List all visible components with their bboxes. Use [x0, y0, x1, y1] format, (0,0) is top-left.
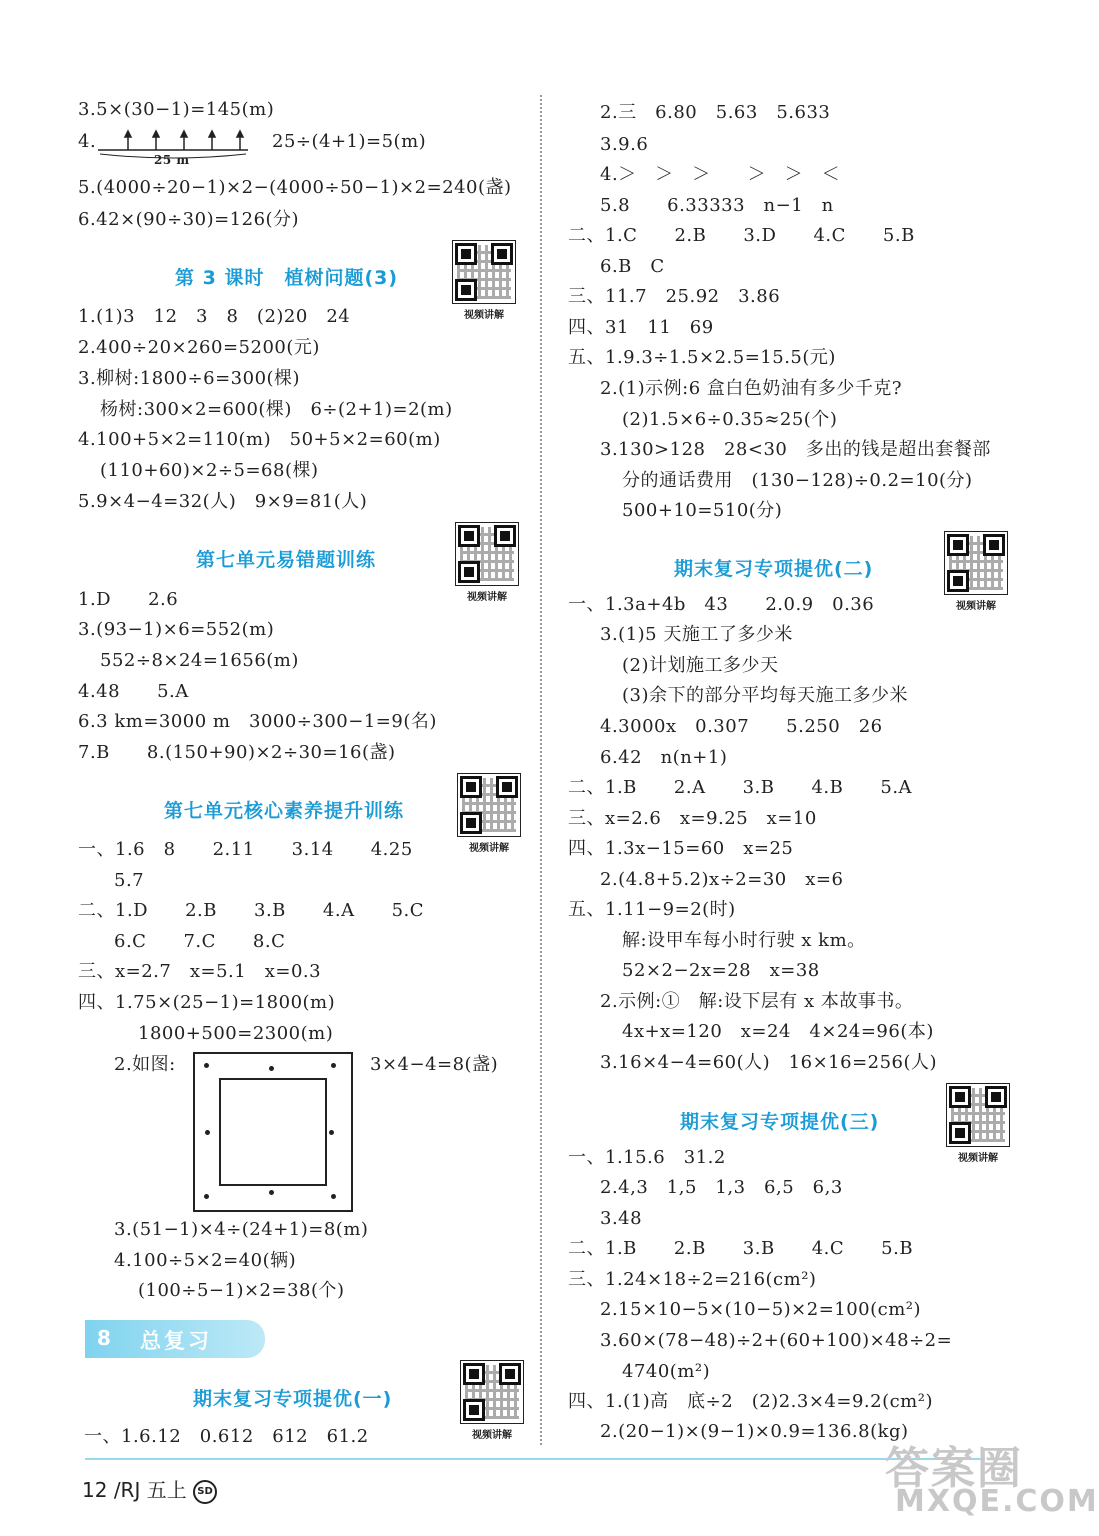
qr-code-icon [944, 531, 1008, 595]
answer-line: 2.如图: [114, 1054, 176, 1075]
tree-dot [269, 1190, 274, 1195]
answer-line: (2)1.5×6÷0.35≈25(个) [622, 409, 838, 430]
answer-line: (2)计划施工多少天 [622, 655, 779, 676]
answer-line: 2.(1)示例:6 盒白色奶油有多少千克? [600, 378, 903, 399]
qr-label: 视频讲解 [469, 843, 509, 854]
tree-dot [331, 1194, 336, 1199]
answer-line: 552÷8×24=1656(m) [100, 650, 299, 671]
qr-code[interactable] [457, 773, 521, 854]
qr-code-icon [452, 240, 516, 304]
answer-line: 5.7 [114, 870, 145, 891]
answer-line: 一、1.15.6 31.2 [568, 1147, 726, 1168]
answer-line: 5.9×4−4=32(人) 9×9=81(人) [78, 491, 368, 512]
tree-dot [329, 1130, 334, 1135]
tree-dot [269, 1066, 274, 1071]
qr-code[interactable] [944, 531, 1008, 612]
answer-line: 4.100÷5×2=40(辆) [114, 1250, 297, 1271]
answer-line: 四、31 11 69 [568, 317, 714, 338]
section-title: 期末复习专项提优(三) [680, 1111, 880, 1133]
qr-code[interactable] [452, 240, 516, 321]
answer-line: 四、1.(1)高 底÷2 (2)2.3×4=9.2(cm²) [568, 1391, 933, 1412]
answer-line: 五、1.11−9=2(时) [568, 899, 736, 920]
answer-line: (3)余下的部分平均每天施工多少米 [622, 685, 908, 706]
answer-line: 3.(1)5 天施工了多少米 [600, 624, 793, 645]
square-tree-diagram [193, 1052, 353, 1212]
answer-line: 6.3 km=3000 m 3000÷300−1=9(名) [78, 711, 437, 732]
answer-line: 一、1.6.12 0.612 612 61.2 [84, 1426, 369, 1447]
answer-number: 4. [78, 131, 97, 152]
answer-line: 5.(4000÷20−1)×2−(4000÷50−1)×2=240(盏) [78, 177, 512, 198]
answer-line: 3.柳树:1800÷6=300(棵) [78, 368, 301, 389]
answer-line: 二、1.B 2.A 3.B 4.B 5.A [568, 777, 913, 798]
watermark-logo: 答案圈 [885, 1443, 1023, 1494]
tree-dot [204, 1194, 209, 1199]
answer-line: 2.示例:① 解:设下层有 x 本故事书。 [600, 991, 914, 1012]
answer-line: 3.5×(30−1)=145(m) [78, 99, 275, 120]
chapter-number: 8 [97, 1326, 111, 1350]
qr-code[interactable] [946, 1083, 1010, 1164]
qr-code[interactable] [455, 522, 519, 603]
qr-label: 视频讲解 [464, 310, 504, 321]
answer-line: 1800+500=2300(m) [138, 1023, 334, 1044]
answer-line: 三、x=2.6 x=9.25 x=10 [568, 808, 817, 829]
answer-line: 2.400÷20×260=5200(元) [78, 337, 320, 358]
answer-line: 一、1.6 8 2.11 3.14 4.25 [78, 839, 413, 860]
answer-line: 3.130>128 28<30 多出的钱是超出套餐部 [600, 439, 991, 460]
answer-line: 2.4,3 1,5 1,3 6,5 6,3 [600, 1177, 843, 1198]
answer-line: 7.B 8.(150+90)×2÷30=16(盏) [78, 742, 396, 763]
tree-dot [204, 1063, 209, 1068]
answer-line: 4.100+5×2=110(m) 50+5×2=60(m) [78, 429, 441, 450]
answer-line: 3.16×4−4=60(人) 16×16=256(人) [600, 1052, 938, 1073]
answer-line: 1.(1)3 12 3 8 (2)20 24 [78, 306, 351, 327]
answer-line: 3.9.6 [600, 134, 649, 155]
section-title: 第七单元核心素养提升训练 [164, 800, 405, 822]
answer-line: 25÷(4+1)=5(m) [272, 131, 427, 152]
answer-line: 五、1.9.3÷1.5×2.5=15.5(元) [568, 347, 836, 368]
watermark-url: MXQE.COM [895, 1484, 1099, 1519]
answer-line: 三、1.24×18÷2=216(cm²) [568, 1269, 817, 1290]
qr-label: 视频讲解 [472, 1430, 512, 1441]
answer-line: (100÷5−1)×2=38(个) [138, 1280, 345, 1301]
diagram-distance-label: 25 m [154, 153, 190, 167]
answer-line: 杨树:300×2=600(棵) 6÷(2+1)=2(m) [100, 399, 453, 420]
answer-line: 3.48 [600, 1208, 643, 1229]
answer-line: 6.C 7.C 8.C [114, 931, 286, 952]
tree-dot [205, 1130, 210, 1135]
section-title: 期末复习专项提优(一) [193, 1388, 393, 1410]
answer-line: 5.8 6.33333 n−1 n [600, 195, 834, 216]
answer-line: 4.3000x 0.307 5.250 26 [600, 716, 883, 737]
qr-label: 视频讲解 [956, 601, 996, 612]
answer-line: 4740(m²) [622, 1361, 711, 1382]
qr-code[interactable] [460, 1360, 524, 1441]
answer-line: 3.(51−1)×4÷(24+1)=8(m) [114, 1219, 369, 1240]
answer-line: 1.D 2.6 [78, 589, 179, 610]
answer-line: 4x+x=120 x=24 4×24=96(本) [622, 1021, 934, 1042]
answer-line: 解:设甲车每小时行驶 x km。 [622, 930, 866, 951]
edition-label: /RJ 五上 [113, 1478, 187, 1502]
qr-label: 视频讲解 [958, 1153, 998, 1164]
answer-line: 一、1.3a+4b 43 2.0.9 0.36 [568, 594, 875, 615]
answer-line: 3.(93−1)×6=552(m) [78, 619, 275, 640]
watermark [865, 1432, 1099, 1532]
answer-line: 2.15×10−5×(10−5)×2=100(cm²) [600, 1299, 922, 1320]
answer-line: 500+10=510(分) [622, 500, 783, 521]
answer-line: 二、1.B 2.B 3.B 4.C 5.B [568, 1238, 914, 1259]
qr-code-icon [457, 773, 521, 837]
answer-line: 三、x=2.7 x=5.1 x=0.3 [78, 961, 322, 982]
qr-code-icon [460, 1360, 524, 1424]
answer-line: 三、11.7 25.92 3.86 [568, 286, 781, 307]
qr-code-icon [455, 522, 519, 586]
answer-line: 52×2−2x=28 x=38 [622, 960, 820, 981]
inner-square [219, 1078, 327, 1186]
page-footer [82, 1474, 217, 1504]
answer-line: 二、1.D 2.B 3.B 4.A 5.C [78, 900, 425, 921]
answer-line: 6.42×(90÷30)=126(分) [78, 209, 300, 230]
chapter-title: 总复习 [140, 1329, 212, 1353]
qr-label: 视频讲解 [467, 592, 507, 603]
answer-line: 6.42 n(n+1) [600, 747, 728, 768]
section-title: 期末复习专项提优(二) [674, 558, 874, 580]
section-title: 第七单元易错题训练 [196, 549, 377, 571]
answer-line: 4.＞ ＞ ＞ ＞ ＞ ＜ [600, 164, 841, 185]
answer-line: 3.60×(78−48)÷2+(60+100)×48÷2= [600, 1330, 953, 1351]
answer-line: 4.48 5.A [78, 681, 189, 702]
answer-line: 二、1.C 2.B 3.D 4.C 5.B [568, 225, 915, 246]
answer-line: 2.(4.8+5.2)x÷2=30 x=6 [600, 869, 844, 890]
answer-line: 四、1.3x−15=60 x=25 [568, 838, 794, 859]
column-divider [540, 95, 542, 1445]
sd-badge-icon: SD [193, 1480, 217, 1504]
answer-line: (110+60)×2÷5=68(棵) [100, 460, 319, 481]
answer-line: 6.B C [600, 256, 665, 277]
section-title: 第 3 课时 植树问题(3) [175, 267, 399, 289]
answer-line: 2.(20−1)×(9−1)×0.9=136.8(kg) [600, 1421, 909, 1442]
footer-rule [85, 1458, 985, 1460]
chapter-banner [85, 1320, 265, 1358]
answer-line: 四、1.75×(25−1)=1800(m) [78, 992, 336, 1013]
answer-line: 3×4−4=8(盏) [370, 1054, 499, 1075]
answer-line: 2.三 6.80 5.63 5.633 [600, 102, 831, 123]
page-number: 12 [82, 1478, 108, 1502]
qr-code-icon [946, 1083, 1010, 1147]
tree-dot [331, 1063, 336, 1068]
answer-line: 分的通话费用 (130−128)÷0.2=10(分) [622, 470, 973, 491]
